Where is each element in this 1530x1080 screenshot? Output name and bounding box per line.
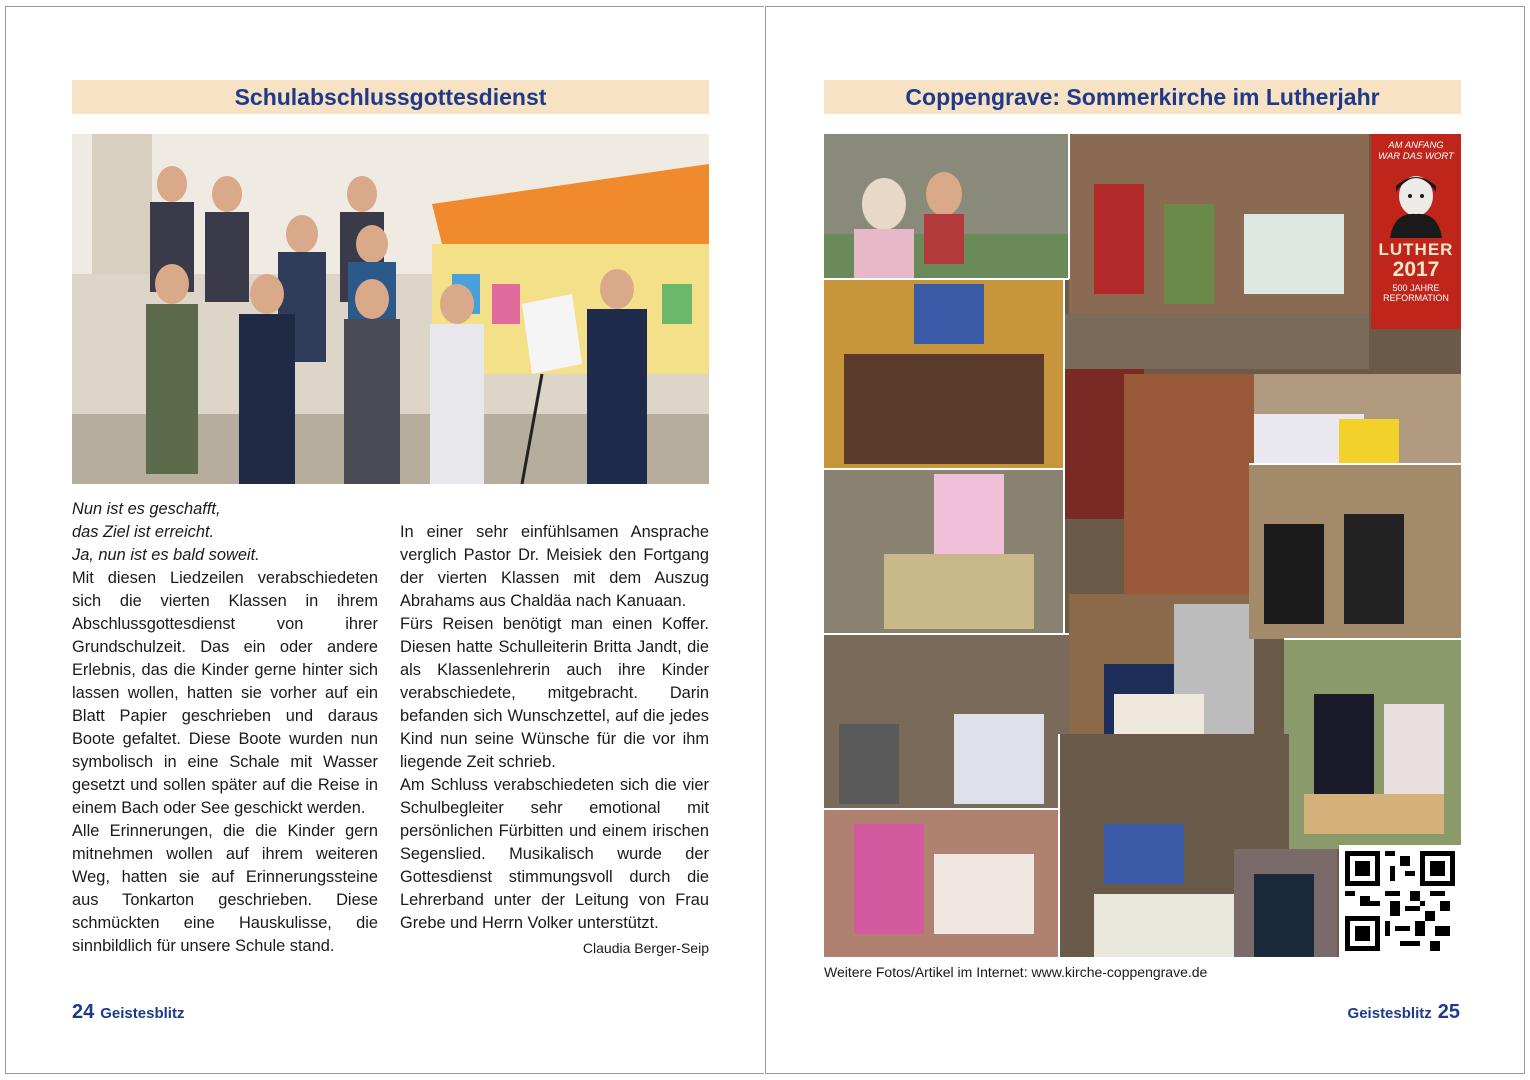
left-page xyxy=(5,6,764,1074)
article-column-1 xyxy=(72,498,378,958)
luther-2017-logo xyxy=(1371,134,1461,329)
left-page-title: Schulabschlussgottesdienst xyxy=(72,80,709,114)
internet-caption: Weitere Fotos/Artikel im Internet: www.kirche-coppengrave.de xyxy=(824,964,1208,980)
logo-tagline: WAR DAS WORT xyxy=(1378,151,1454,162)
logo-luther: LUTHER xyxy=(1378,240,1454,259)
poem-line: das Ziel ist erreicht. xyxy=(72,523,215,541)
left-page-footer xyxy=(72,1001,184,1024)
poem-line: Nun ist es geschafft, xyxy=(72,500,221,518)
photo-collage xyxy=(824,134,1461,957)
logo-tagline: AM ANFANG xyxy=(1388,140,1444,151)
article-paragraph: Am Schluss verabschiedeten sich die vier Schulbegleiter sehr emotional mit persönlichen Fürbitten und einem irischen Segenslied. Musikalisch wurde der Gottesdienst stimmungsvoll durch die Lehrerband unter der Leitung von Frau Grebe und Herrn Volker unterstützt. xyxy=(400,776,709,932)
page-number: 25 xyxy=(1437,1001,1460,1023)
article-paragraph: Fürs Reisen benötigt man einen Koffer. Diesen hatte Schulleiterin Britta Jandt, die als Klassenlehrerin auch ihre Kinder verabschiedete, mitgebracht. Darin befanden sich Wunschzettel, auf die jedes Kind nun seine Wünsche für die vor ihm liegende Zeit schrieb. xyxy=(400,615,709,771)
choir-photo xyxy=(72,134,709,484)
right-page-title: Coppengrave: Sommerkirche im Lutherjahr xyxy=(824,80,1461,114)
article-paragraph: Mit diesen Liedzeilen verabschiedeten sich die vierten Klassen in ihrem Abschlussgottesdienst von ihrer Grundschulzeit. Das ein oder andere Erlebnis, das die Kinder gerne hinter sich lassen wollen, hatten sie vorher auf ein Blatt Papier geschrieben und daraus Boote gefaltet. Diese Boote wurden nun symbolisch in eine Schale mit Wasser gesetzt und sollen später auf die Reise in einem Bach oder See geschickt werden. xyxy=(72,569,378,817)
logo-sub: REFORMATION xyxy=(1383,293,1449,303)
qr-code[interactable] xyxy=(1339,845,1461,957)
article-column-2 xyxy=(400,521,709,960)
page-number: 24 xyxy=(72,1001,95,1023)
magazine-name: Geistesblitz xyxy=(1347,1005,1432,1022)
article-paragraph: In einer sehr einfühlsamen Ansprache verglich Pastor Dr. Meisiek den Fortgang der vierten Klassen mit dem Auszug Abrahams aus Chaldäa nach Kanuaan. xyxy=(400,523,709,610)
poem-line: Ja, nun ist es bald soweit. xyxy=(72,546,260,564)
article-paragraph: Alle Erinnerungen, die die Kinder gern mitnehmen wollen auf ihrem weiteren Weg, hatten sie auf Erinnerungssteine aus Tonkarton geschrieben. Diese schmückten eine Hauskulisse, die sinnbildlich für unsere Schule stand. xyxy=(72,822,378,955)
right-page xyxy=(765,6,1525,1074)
right-page-footer xyxy=(1348,1001,1460,1024)
logo-sub: 500 JAHRE xyxy=(1392,283,1440,293)
magazine-name: Geistesblitz xyxy=(100,1005,185,1022)
author-name: Claudia Berger-Seip xyxy=(582,940,709,956)
logo-year: 2017 xyxy=(1392,258,1440,281)
luther-portrait-icon xyxy=(1386,168,1446,238)
